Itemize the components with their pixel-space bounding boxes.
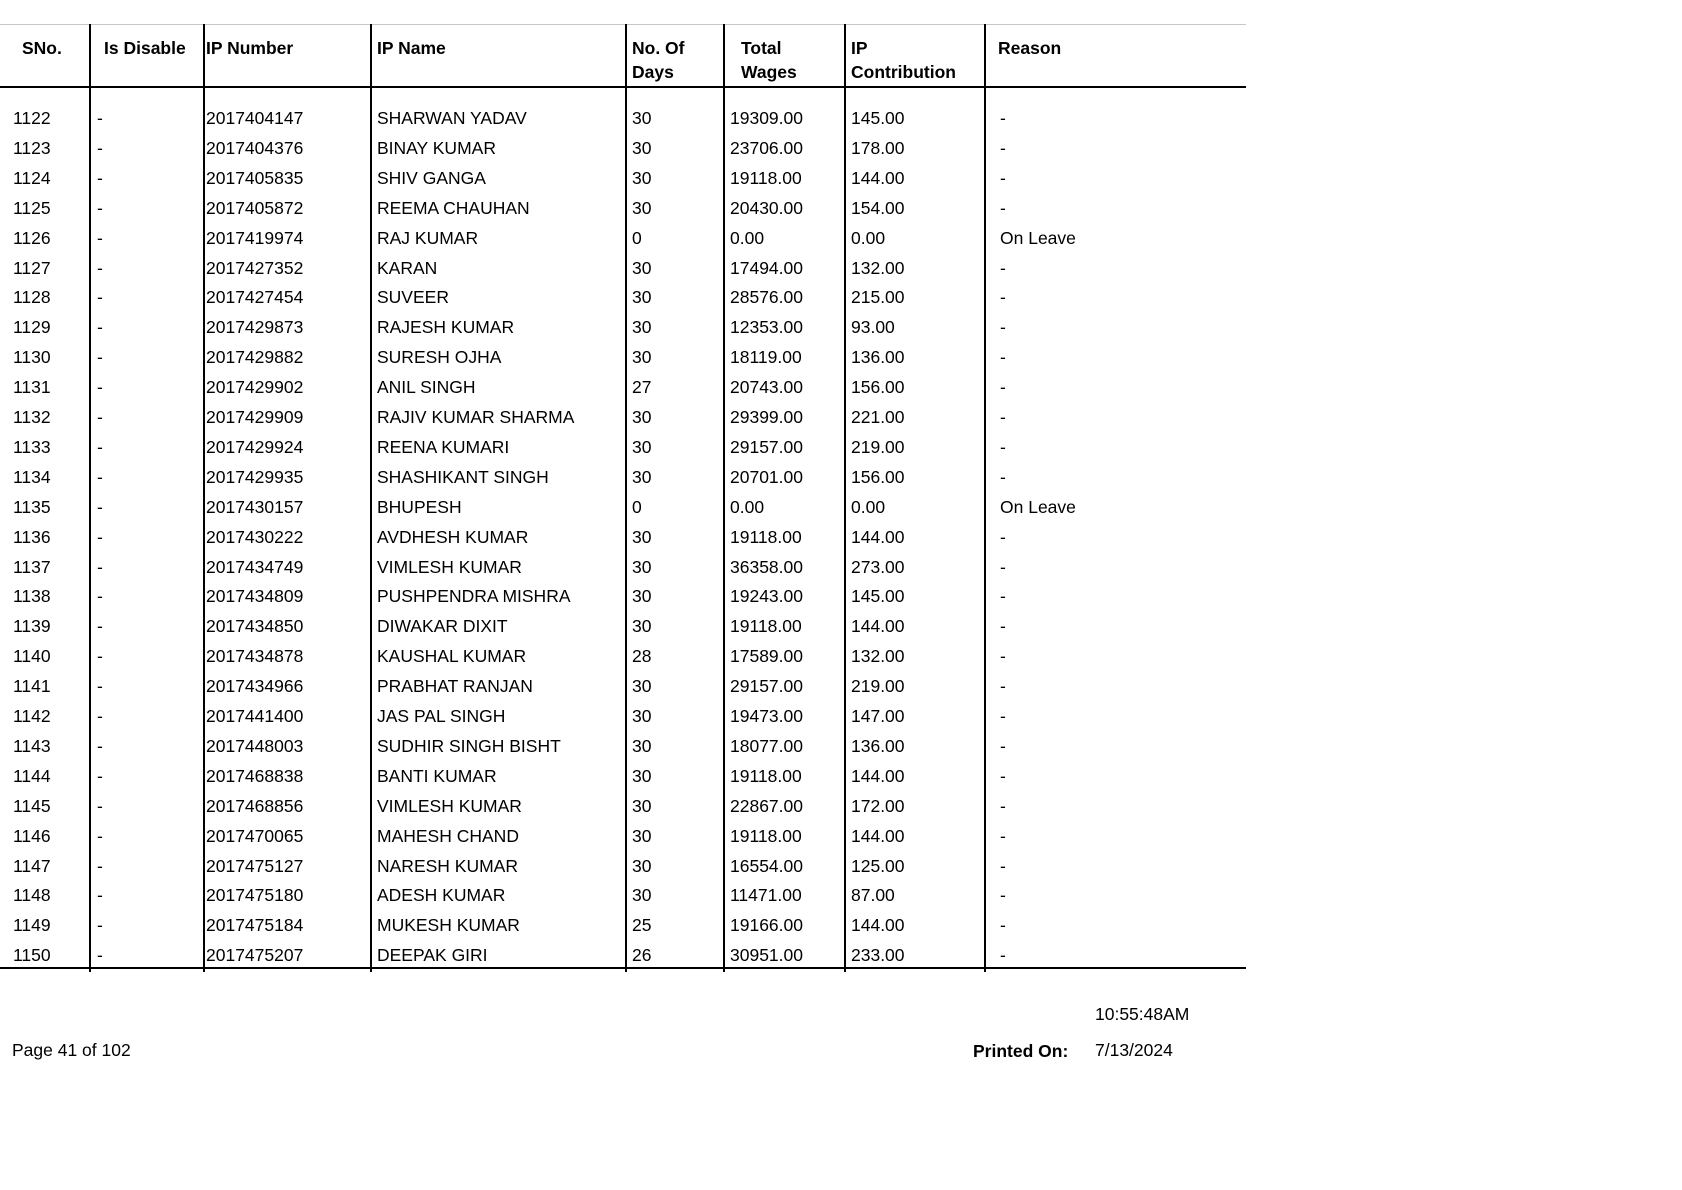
cell-is-disable: -	[97, 497, 103, 517]
cell-no-of-days: 0	[632, 497, 642, 517]
cell-ip-number: 2017427352	[206, 258, 304, 278]
cell-ip-name: SURESH OJHA	[377, 347, 502, 367]
cell-is-disable: -	[97, 945, 103, 965]
cell-ip-number: 2017448003	[206, 736, 304, 756]
cell-is-disable: -	[97, 467, 103, 487]
cell-ip-number: 2017405872	[206, 198, 304, 218]
column-divider	[89, 24, 91, 972]
cell-ip-number: 2017434850	[206, 616, 304, 636]
cell-total-wages: 30951.00	[730, 945, 803, 965]
cell-ip-contribution: 156.00	[851, 377, 905, 397]
cell-is-disable: -	[97, 437, 103, 457]
cell-no-of-days: 30	[632, 706, 652, 726]
cell-is-disable: -	[97, 766, 103, 786]
header-top-rule	[0, 24, 1246, 25]
cell-ip-name: SUVEER	[377, 287, 449, 307]
cell-no-of-days: 30	[632, 736, 652, 756]
cell-no-of-days: 30	[632, 317, 652, 337]
cell-ip-name: PUSHPENDRA MISHRA	[377, 586, 571, 606]
cell-ip-name: RAJ KUMAR	[377, 228, 479, 248]
cell-no-of-days: 30	[632, 407, 652, 427]
cell-ip-contribution: 145.00	[851, 586, 905, 606]
cell-is-disable: -	[97, 557, 103, 577]
column-divider	[723, 24, 725, 972]
cell-ip-name: BANTI KUMAR	[377, 766, 497, 786]
cell-reason: -	[1000, 347, 1006, 367]
cell-is-disable: -	[97, 915, 103, 935]
cell-sno: 1137	[13, 557, 51, 577]
cell-ip-contribution: 144.00	[851, 766, 905, 786]
cell-reason: -	[1000, 885, 1006, 905]
header-ip-contribution-line1: IP	[851, 38, 868, 58]
cell-ip-name: REEMA CHAUHAN	[377, 198, 530, 218]
cell-ip-number: 2017475127	[206, 856, 304, 876]
cell-ip-name: SHARWAN YADAV	[377, 108, 527, 128]
header-reason: Reason	[998, 38, 1062, 58]
cell-no-of-days: 30	[632, 258, 652, 278]
cell-reason: -	[1000, 766, 1006, 786]
cell-ip-name: VIMLESH KUMAR	[377, 557, 522, 577]
cell-no-of-days: 30	[632, 437, 652, 457]
cell-no-of-days: 30	[632, 586, 652, 606]
cell-reason: -	[1000, 915, 1006, 935]
cell-reason: -	[1000, 317, 1006, 337]
cell-ip-contribution: 147.00	[851, 706, 905, 726]
cell-sno: 1131	[13, 377, 51, 397]
table-bottom-rule	[0, 967, 1246, 969]
cell-total-wages: 29399.00	[730, 407, 803, 427]
cell-reason: -	[1000, 437, 1006, 457]
cell-total-wages: 23706.00	[730, 138, 803, 158]
cell-is-disable: -	[97, 377, 103, 397]
cell-ip-contribution: 144.00	[851, 527, 905, 547]
cell-no-of-days: 30	[632, 138, 652, 158]
cell-ip-number: 2017470065	[206, 826, 304, 846]
cell-no-of-days: 30	[632, 826, 652, 846]
cell-sno: 1144	[13, 766, 51, 786]
header-ip-name: IP Name	[377, 38, 446, 58]
cell-is-disable: -	[97, 317, 103, 337]
cell-is-disable: -	[97, 527, 103, 547]
cell-ip-contribution: 87.00	[851, 885, 895, 905]
cell-no-of-days: 30	[632, 168, 652, 188]
cell-sno: 1148	[13, 885, 51, 905]
cell-reason: -	[1000, 706, 1006, 726]
cell-total-wages: 28576.00	[730, 287, 803, 307]
cell-is-disable: -	[97, 168, 103, 188]
cell-sno: 1133	[13, 437, 51, 457]
cell-ip-contribution: 144.00	[851, 616, 905, 636]
cell-sno: 1149	[13, 915, 51, 935]
cell-ip-contribution: 273.00	[851, 557, 905, 577]
cell-ip-contribution: 125.00	[851, 856, 905, 876]
cell-ip-number: 2017404376	[206, 138, 304, 158]
cell-reason: -	[1000, 527, 1006, 547]
cell-ip-name: REENA KUMARI	[377, 437, 510, 457]
column-divider	[370, 24, 372, 972]
cell-ip-number: 2017475184	[206, 915, 304, 935]
cell-ip-number: 2017434749	[206, 557, 304, 577]
header-total-wages	[741, 36, 797, 84]
cell-total-wages: 16554.00	[730, 856, 803, 876]
cell-sno: 1125	[13, 198, 51, 218]
cell-no-of-days: 30	[632, 766, 652, 786]
cell-ip-name: KARAN	[377, 258, 438, 278]
cell-sno: 1138	[13, 586, 51, 606]
cell-total-wages: 19118.00	[730, 766, 802, 786]
cell-ip-name: BHUPESH	[377, 497, 462, 517]
header-ip-contribution-line2: Contribution	[851, 62, 956, 82]
printed-on-label: Printed On:	[973, 1041, 1069, 1061]
cell-total-wages: 22867.00	[730, 796, 803, 816]
cell-ip-name: KAUSHAL KUMAR	[377, 646, 527, 666]
cell-is-disable: -	[97, 676, 103, 696]
cell-sno: 1130	[13, 347, 51, 367]
cell-ip-contribution: 0.00	[851, 497, 886, 517]
column-divider	[844, 24, 846, 972]
cell-ip-name: PRABHAT RANJAN	[377, 676, 533, 696]
cell-total-wages: 0.00	[730, 497, 765, 517]
cell-ip-number: 2017419974	[206, 228, 304, 248]
cell-ip-contribution: 136.00	[851, 736, 905, 756]
cell-is-disable: -	[97, 796, 103, 816]
cell-ip-number: 2017475207	[206, 945, 304, 965]
cell-ip-number: 2017429873	[206, 317, 304, 337]
cell-is-disable: -	[97, 646, 103, 666]
cell-no-of-days: 30	[632, 527, 652, 547]
cell-ip-contribution: 132.00	[851, 646, 905, 666]
cell-no-of-days: 27	[632, 377, 652, 397]
cell-is-disable: -	[97, 258, 103, 278]
cell-is-disable: -	[97, 138, 103, 158]
cell-sno: 1146	[13, 826, 51, 846]
cell-sno: 1141	[13, 676, 51, 696]
cell-is-disable: -	[97, 586, 103, 606]
cell-ip-number: 2017434809	[206, 586, 304, 606]
cell-no-of-days: 28	[632, 646, 652, 666]
header-ip-number: IP Number	[206, 38, 294, 58]
cell-total-wages: 11471.00	[730, 885, 802, 905]
cell-ip-name: NARESH KUMAR	[377, 856, 518, 876]
cell-reason: -	[1000, 856, 1006, 876]
cell-ip-number: 2017429924	[206, 437, 304, 457]
cell-ip-contribution: 144.00	[851, 826, 905, 846]
cell-no-of-days: 26	[632, 945, 652, 965]
cell-ip-number: 2017427454	[206, 287, 304, 307]
cell-ip-contribution: 221.00	[851, 407, 905, 427]
cell-ip-name: DEEPAK GIRI	[377, 945, 488, 965]
cell-total-wages: 17494.00	[730, 258, 803, 278]
cell-reason: -	[1000, 736, 1006, 756]
column-divider	[984, 24, 986, 972]
cell-sno: 1136	[13, 527, 51, 547]
column-divider	[625, 24, 627, 972]
cell-ip-contribution: 215.00	[851, 287, 905, 307]
cell-total-wages: 36358.00	[730, 557, 803, 577]
cell-reason: -	[1000, 557, 1006, 577]
cell-sno: 1127	[13, 258, 51, 278]
cell-sno: 1143	[13, 736, 51, 756]
cell-reason: -	[1000, 826, 1006, 846]
cell-no-of-days: 25	[632, 915, 652, 935]
cell-total-wages: 19118.00	[730, 527, 802, 547]
cell-ip-name: SUDHIR SINGH BISHT	[377, 736, 561, 756]
printed-date: 7/13/2024	[1095, 1040, 1173, 1060]
cell-ip-contribution: 93.00	[851, 317, 895, 337]
cell-reason: -	[1000, 138, 1006, 158]
column-divider	[203, 24, 205, 972]
cell-is-disable: -	[97, 885, 103, 905]
cell-ip-contribution: 0.00	[851, 228, 886, 248]
cell-reason: -	[1000, 287, 1006, 307]
cell-no-of-days: 30	[632, 676, 652, 696]
cell-ip-contribution: 172.00	[851, 796, 905, 816]
cell-no-of-days: 30	[632, 796, 652, 816]
cell-ip-contribution: 154.00	[851, 198, 905, 218]
header-sno: SNo.	[22, 38, 62, 58]
header-total-wages-line2: Wages	[741, 62, 797, 82]
cell-is-disable: -	[97, 108, 103, 128]
cell-ip-name: VIMLESH KUMAR	[377, 796, 522, 816]
cell-ip-number: 2017434878	[206, 646, 304, 666]
cell-ip-number: 2017441400	[206, 706, 304, 726]
cell-reason: -	[1000, 646, 1006, 666]
cell-ip-name: SHIV GANGA	[377, 168, 486, 188]
cell-is-disable: -	[97, 706, 103, 726]
cell-total-wages: 20743.00	[730, 377, 803, 397]
cell-total-wages: 29157.00	[730, 676, 803, 696]
cell-total-wages: 18119.00	[730, 347, 802, 367]
cell-ip-name: AVDHESH KUMAR	[377, 527, 529, 547]
cell-no-of-days: 0	[632, 228, 642, 248]
cell-sno: 1132	[13, 407, 51, 427]
header-is-disable: Is Disable	[104, 38, 186, 58]
cell-ip-contribution: 233.00	[851, 945, 905, 965]
cell-is-disable: -	[97, 198, 103, 218]
cell-no-of-days: 30	[632, 885, 652, 905]
cell-reason: -	[1000, 258, 1006, 278]
cell-ip-contribution: 219.00	[851, 676, 905, 696]
cell-is-disable: -	[97, 407, 103, 427]
cell-ip-contribution: 132.00	[851, 258, 905, 278]
cell-ip-number: 2017429902	[206, 377, 304, 397]
cell-reason: -	[1000, 198, 1006, 218]
cell-ip-number: 2017468856	[206, 796, 304, 816]
header-no-of-days-line2: Days	[632, 62, 674, 82]
header-bottom-rule	[0, 86, 1246, 88]
cell-ip-number: 2017475180	[206, 885, 304, 905]
cell-ip-contribution: 136.00	[851, 347, 905, 367]
cell-total-wages: 19166.00	[730, 915, 803, 935]
cell-ip-number: 2017430222	[206, 527, 304, 547]
cell-total-wages: 12353.00	[730, 317, 803, 337]
cell-total-wages: 19118.00	[730, 616, 802, 636]
cell-reason: On Leave	[1000, 497, 1076, 517]
cell-sno: 1128	[13, 287, 51, 307]
cell-reason: -	[1000, 168, 1006, 188]
cell-ip-contribution: 156.00	[851, 467, 905, 487]
cell-ip-number: 2017404147	[206, 108, 304, 128]
cell-ip-name: RAJESH KUMAR	[377, 317, 515, 337]
cell-reason: -	[1000, 945, 1006, 965]
cell-total-wages: 17589.00	[730, 646, 803, 666]
cell-ip-contribution: 144.00	[851, 168, 905, 188]
cell-sno: 1134	[13, 467, 51, 487]
cell-sno: 1122	[13, 108, 51, 128]
cell-reason: On Leave	[1000, 228, 1076, 248]
cell-total-wages: 0.00	[730, 228, 765, 248]
cell-is-disable: -	[97, 228, 103, 248]
cell-ip-contribution: 144.00	[851, 915, 905, 935]
cell-sno: 1142	[13, 706, 51, 726]
cell-is-disable: -	[97, 347, 103, 367]
cell-total-wages: 19118.00	[730, 168, 802, 188]
cell-total-wages: 18077.00	[730, 736, 803, 756]
cell-is-disable: -	[97, 287, 103, 307]
cell-ip-name: MAHESH CHAND	[377, 826, 519, 846]
cell-reason: -	[1000, 796, 1006, 816]
cell-sno: 1124	[13, 168, 51, 188]
header-no-of-days	[632, 36, 685, 84]
cell-total-wages: 20430.00	[730, 198, 803, 218]
cell-ip-number: 2017430157	[206, 497, 304, 517]
cell-total-wages: 29157.00	[730, 437, 803, 457]
cell-ip-name: BINAY KUMAR	[377, 138, 496, 158]
cell-sno: 1140	[13, 646, 51, 666]
cell-ip-name: ADESH KUMAR	[377, 885, 506, 905]
cell-reason: -	[1000, 616, 1006, 636]
cell-total-wages: 19473.00	[730, 706, 803, 726]
header-no-of-days-line1: No. Of	[632, 38, 685, 58]
cell-no-of-days: 30	[632, 616, 652, 636]
header-ip-contribution	[851, 36, 956, 84]
cell-ip-number: 2017429909	[206, 407, 304, 427]
cell-sno: 1135	[13, 497, 51, 517]
cell-ip-name: ANIL SINGH	[377, 377, 476, 397]
cell-total-wages: 19243.00	[730, 586, 803, 606]
cell-ip-contribution: 178.00	[851, 138, 905, 158]
cell-is-disable: -	[97, 616, 103, 636]
cell-sno: 1129	[13, 317, 51, 337]
cell-is-disable: -	[97, 736, 103, 756]
cell-ip-number: 2017429882	[206, 347, 304, 367]
page-number: Page 41 of 102	[12, 1040, 131, 1060]
cell-is-disable: -	[97, 826, 103, 846]
cell-no-of-days: 30	[632, 287, 652, 307]
cell-sno: 1123	[13, 138, 51, 158]
cell-ip-name: JAS PAL SINGH	[377, 706, 506, 726]
cell-no-of-days: 30	[632, 856, 652, 876]
cell-ip-contribution: 219.00	[851, 437, 905, 457]
cell-ip-number: 2017468838	[206, 766, 304, 786]
cell-ip-number: 2017434966	[206, 676, 304, 696]
cell-ip-number: 2017429935	[206, 467, 304, 487]
cell-sno: 1150	[13, 945, 51, 965]
cell-ip-number: 2017405835	[206, 168, 304, 188]
cell-ip-name: MUKESH KUMAR	[377, 915, 520, 935]
cell-no-of-days: 30	[632, 108, 652, 128]
cell-ip-name: SHASHIKANT SINGH	[377, 467, 549, 487]
cell-sno: 1126	[13, 228, 51, 248]
cell-total-wages: 19118.00	[730, 826, 802, 846]
cell-reason: -	[1000, 108, 1006, 128]
cell-no-of-days: 30	[632, 347, 652, 367]
cell-reason: -	[1000, 586, 1006, 606]
cell-reason: -	[1000, 377, 1006, 397]
cell-ip-name: DIWAKAR DIXIT	[377, 616, 508, 636]
cell-total-wages: 20701.00	[730, 467, 803, 487]
cell-no-of-days: 30	[632, 198, 652, 218]
cell-sno: 1147	[13, 856, 51, 876]
cell-no-of-days: 30	[632, 467, 652, 487]
cell-sno: 1145	[13, 796, 51, 816]
printed-time: 10:55:48AM	[1095, 1004, 1190, 1024]
cell-total-wages: 19309.00	[730, 108, 803, 128]
cell-reason: -	[1000, 676, 1006, 696]
cell-no-of-days: 30	[632, 557, 652, 577]
cell-reason: -	[1000, 467, 1006, 487]
header-total-wages-line1: Total	[741, 38, 782, 58]
cell-ip-contribution: 145.00	[851, 108, 905, 128]
cell-is-disable: -	[97, 856, 103, 876]
cell-ip-name: RAJIV KUMAR SHARMA	[377, 407, 575, 427]
cell-reason: -	[1000, 407, 1006, 427]
cell-sno: 1139	[13, 616, 51, 636]
